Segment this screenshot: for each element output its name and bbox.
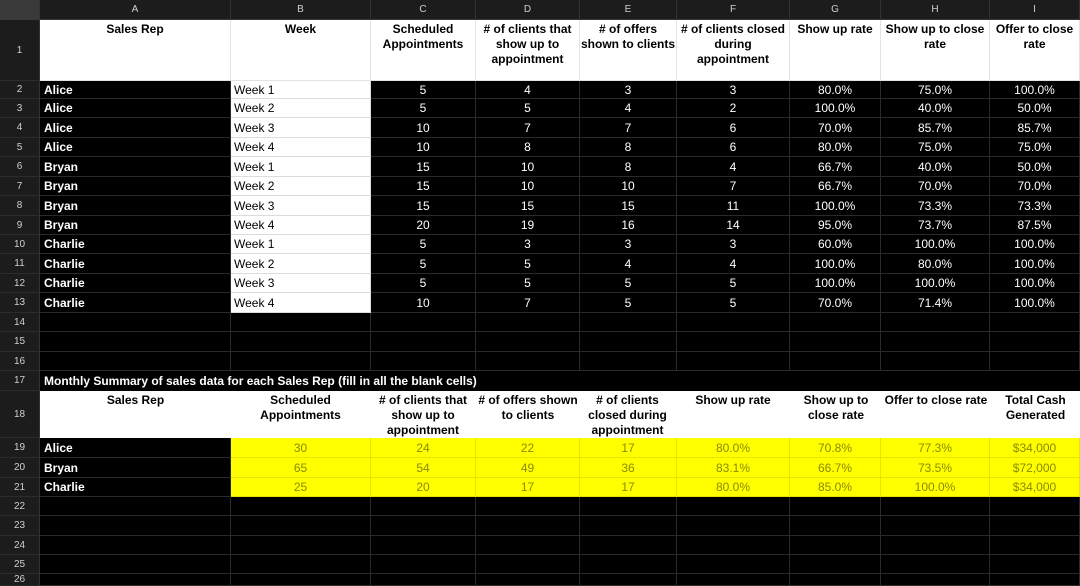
column-header-f[interactable]: F [677,0,790,20]
cell-sales-rep[interactable]: Charlie [40,293,231,313]
summary-offers[interactable]: 22 [476,438,580,458]
empty-cell[interactable] [371,555,476,574]
cell-show-up[interactable]: 4 [476,81,580,99]
summary-show-to-close[interactable]: 66.7% [790,458,881,478]
empty-cell[interactable] [881,536,990,555]
header-offer-to-close[interactable]: Offer to close rate [990,20,1080,81]
cell-scheduled[interactable]: 5 [371,81,476,99]
sheet-row-1 [0,20,1080,81]
cell-show-up-rate[interactable]: 80.0% [790,138,881,157]
cell-closed[interactable]: 6 [677,118,790,138]
summary-header-sales-rep[interactable]: Sales Rep [40,391,231,438]
empty-cell[interactable] [580,516,677,536]
cell-scheduled[interactable]: 10 [371,118,476,138]
empty-cell[interactable] [476,516,580,536]
summary-sales-rep[interactable]: Alice [40,438,231,458]
empty-cell[interactable] [790,497,881,516]
empty-cell[interactable] [40,352,231,371]
cell-offer-to-close[interactable]: 70.0% [990,177,1080,196]
row-header-3[interactable]: 3 [0,99,40,118]
column-header-e[interactable]: E [580,0,677,20]
column-header-d[interactable]: D [476,0,580,20]
empty-cell[interactable] [790,313,881,332]
cell-offer-to-close[interactable]: 87.5% [990,216,1080,235]
column-header-row [0,0,1080,20]
empty-cell[interactable] [990,574,1080,586]
summary-title[interactable]: Monthly Summary of sales data for each Sales Rep (fill in all the blank cells) [44,374,477,388]
cell-show-up-rate[interactable]: 100.0% [790,99,881,118]
row-header-2[interactable]: 2 [0,81,40,99]
empty-cell[interactable] [371,332,476,352]
sheet-row-18 [0,391,1080,438]
cell-sales-rep[interactable]: Charlie [40,254,231,274]
empty-cell[interactable] [790,516,881,536]
cell-show-up[interactable]: 15 [476,196,580,216]
summary-sales-rep[interactable]: Charlie [40,478,231,497]
sheet-row-16 [0,352,1080,371]
empty-cell[interactable] [476,574,580,586]
empty-cell[interactable] [677,332,790,352]
empty-cell[interactable] [580,574,677,586]
sheet-row-12 [0,274,1080,293]
empty-cell[interactable] [476,555,580,574]
cell-closed[interactable]: 4 [677,157,790,177]
sheet-row-11 [0,254,1080,274]
cell-closed[interactable]: 2 [677,99,790,118]
row-header-4[interactable]: 4 [0,118,40,138]
cell-offer-to-close[interactable]: 100.0% [990,81,1080,99]
cell-show-up-rate[interactable]: 60.0% [790,235,881,254]
empty-cell[interactable] [231,516,371,536]
summary-offer-to-close[interactable]: 77.3% [881,438,990,458]
cell-show-to-close[interactable]: 100.0% [881,235,990,254]
empty-cell[interactable] [790,555,881,574]
cell-offers[interactable]: 4 [580,254,677,274]
empty-cell[interactable] [677,497,790,516]
summary-scheduled[interactable]: 25 [231,478,371,497]
cell-sales-rep[interactable]: Bryan [40,157,231,177]
cell-closed[interactable]: 4 [677,254,790,274]
cell-offers[interactable]: 5 [580,274,677,293]
cell-show-to-close[interactable]: 85.7% [881,118,990,138]
summary-offer-to-close[interactable]: 73.5% [881,458,990,478]
empty-cell[interactable] [40,497,231,516]
empty-cell[interactable] [231,536,371,555]
header-show-to-close[interactable]: Show up to close rate [881,20,990,81]
empty-cell[interactable] [371,516,476,536]
cell-show-to-close[interactable]: 75.0% [881,81,990,99]
sheet-row-4 [0,118,1080,138]
empty-cell[interactable] [790,332,881,352]
summary-show-up[interactable]: 24 [371,438,476,458]
summary-offers[interactable]: 17 [476,478,580,497]
column-header-h[interactable]: H [881,0,990,20]
empty-cell[interactable] [231,352,371,371]
cell-show-up[interactable]: 5 [476,99,580,118]
cell-offer-to-close[interactable]: 100.0% [990,293,1080,313]
sheet-row-26 [0,574,1080,586]
summary-total-cash[interactable]: $72,000 [990,458,1080,478]
empty-cell[interactable] [990,536,1080,555]
cell-show-to-close[interactable]: 75.0% [881,138,990,157]
row-header-8[interactable]: 8 [0,196,40,216]
header-scheduled[interactable]: Scheduled Appointments [371,20,476,81]
summary-header-offer-to-close[interactable]: Offer to close rate [881,391,991,438]
summary-total-cash[interactable]: $34,000 [990,438,1080,458]
cell-closed[interactable]: 14 [677,216,790,235]
row-header-24[interactable]: 24 [0,536,40,555]
sheet-row-24 [0,536,1080,555]
cell-offers[interactable]: 16 [580,216,677,235]
cell-sales-rep[interactable]: Bryan [40,196,231,216]
cell-scheduled[interactable]: 5 [371,99,476,118]
cell-week[interactable]: Week 4 [231,138,371,157]
summary-closed[interactable]: 17 [580,478,677,497]
cell-closed[interactable]: 5 [677,274,790,293]
cell-week[interactable]: Week 1 [231,235,371,254]
cell-sales-rep[interactable]: Alice [40,138,231,157]
cell-offer-to-close[interactable]: 100.0% [990,254,1080,274]
cell-show-up[interactable]: 10 [476,177,580,196]
sheet-row-19 [0,438,1080,458]
cell-week[interactable]: Week 4 [231,216,371,235]
sheet-row-8 [0,196,1080,216]
cell-show-up[interactable]: 7 [476,118,580,138]
row-header-12[interactable]: 12 [0,274,40,293]
cell-closed[interactable]: 11 [677,196,790,216]
cell-week[interactable]: Week 3 [231,196,371,216]
cell-show-up[interactable]: 5 [476,274,580,293]
summary-header-closed[interactable]: # of clients closed during appointment [580,391,675,438]
sheet-row-25 [0,555,1080,574]
empty-cell[interactable] [990,313,1080,332]
empty-cell[interactable] [677,555,790,574]
empty-cell[interactable] [231,574,371,586]
empty-cell[interactable] [677,313,790,332]
cell-show-up[interactable]: 8 [476,138,580,157]
cell-week[interactable]: Week 2 [231,177,371,196]
empty-cell[interactable] [580,555,677,574]
empty-cell[interactable] [371,352,476,371]
cell-sales-rep[interactable]: Alice [40,99,231,118]
cell-show-up-rate[interactable]: 70.0% [790,118,881,138]
cell-closed[interactable]: 3 [677,235,790,254]
empty-cell[interactable] [580,352,677,371]
column-header-b[interactable]: B [231,0,371,20]
summary-show-up[interactable]: 20 [371,478,476,497]
empty-cell[interactable] [231,313,371,332]
cell-week[interactable]: Week 2 [231,254,371,274]
row-header-14[interactable]: 14 [0,313,40,332]
cell-show-up[interactable]: 7 [476,293,580,313]
empty-cell[interactable] [990,516,1080,536]
cell-show-up-rate[interactable]: 66.7% [790,157,881,177]
cell-scheduled[interactable]: 5 [371,254,476,274]
cell-show-up[interactable]: 10 [476,157,580,177]
sheet-row-2 [0,81,1080,99]
empty-cell[interactable] [677,352,790,371]
cell-sales-rep[interactable]: Charlie [40,235,231,254]
cell-sales-rep[interactable]: Bryan [40,177,231,196]
cell-offer-to-close[interactable]: 100.0% [990,274,1080,293]
empty-cell[interactable] [881,313,990,332]
summary-show-up-rate[interactable]: 80.0% [677,438,790,458]
cell-show-up-rate[interactable]: 95.0% [790,216,881,235]
empty-cell[interactable] [40,313,231,332]
summary-show-up[interactable]: 54 [371,458,476,478]
cell-offer-to-close[interactable]: 50.0% [990,99,1080,118]
empty-cell[interactable] [40,555,231,574]
cell-scheduled[interactable]: 15 [371,177,476,196]
cell-show-to-close[interactable]: 40.0% [881,157,990,177]
row-header-26[interactable]: 26 [0,574,40,586]
empty-cell[interactable] [371,574,476,586]
row-header-10[interactable]: 10 [0,235,40,254]
column-header-a[interactable]: A [40,0,231,20]
empty-cell[interactable] [580,313,677,332]
row-header-21[interactable]: 21 [0,478,40,497]
empty-cell[interactable] [677,516,790,536]
empty-cell[interactable] [881,497,990,516]
empty-cell[interactable] [677,536,790,555]
summary-header-show-to-close[interactable]: Show up to close rate [791,391,881,438]
cell-week[interactable]: Week 3 [231,274,371,293]
cell-sales-rep[interactable]: Alice [40,118,231,138]
row-header-11[interactable]: 11 [0,254,40,274]
empty-cell[interactable] [40,516,231,536]
summary-sales-rep[interactable]: Bryan [40,458,231,478]
cell-sales-rep[interactable]: Bryan [40,216,231,235]
cell-scheduled[interactable]: 10 [371,293,476,313]
empty-cell[interactable] [371,497,476,516]
empty-cell[interactable] [790,352,881,371]
cell-offers[interactable]: 7 [580,118,677,138]
empty-cell[interactable] [790,536,881,555]
summary-header-show-up[interactable]: # of clients that show up to appointment [370,391,476,438]
cell-offer-to-close[interactable]: 85.7% [990,118,1080,138]
cell-offer-to-close[interactable]: 50.0% [990,157,1080,177]
cell-offers[interactable]: 15 [580,196,677,216]
cell-show-to-close[interactable]: 70.0% [881,177,990,196]
header-closed[interactable]: # of clients closed during appointment [677,20,790,81]
sheet-row-17 [0,371,1080,391]
cell-show-to-close[interactable]: 40.0% [881,99,990,118]
cell-offer-to-close[interactable]: 75.0% [990,138,1080,157]
row-header-13[interactable]: 13 [0,293,40,313]
summary-show-to-close[interactable]: 85.0% [790,478,881,497]
cell-week[interactable]: Week 2 [231,99,371,118]
empty-cell[interactable] [231,497,371,516]
empty-cell[interactable] [231,555,371,574]
cell-show-up-rate[interactable]: 100.0% [790,274,881,293]
empty-cell[interactable] [231,332,371,352]
sheet-row-6 [0,157,1080,177]
summary-total-cash[interactable]: $34,000 [990,478,1080,497]
cell-closed[interactable]: 3 [677,81,790,99]
header-offers[interactable]: # of offers shown to clients [580,20,677,81]
row-header-25[interactable]: 25 [0,555,40,574]
row-header-5[interactable]: 5 [0,138,40,157]
summary-offers[interactable]: 49 [476,458,580,478]
header-show-up[interactable]: # of clients that show up to appointment [476,20,580,81]
cell-scheduled[interactable]: 5 [371,274,476,293]
cell-offers[interactable]: 3 [580,81,677,99]
empty-cell[interactable] [881,516,990,536]
summary-header-total-cash[interactable]: Total Cash Generated [991,391,1080,438]
empty-cell[interactable] [881,555,990,574]
empty-cell[interactable] [990,352,1080,371]
empty-cell[interactable] [476,352,580,371]
cell-scheduled[interactable]: 5 [371,235,476,254]
cell-show-to-close[interactable]: 100.0% [881,274,990,293]
sheet-row-9 [0,216,1080,235]
cell-show-up[interactable]: 19 [476,216,580,235]
cell-week[interactable]: Week 4 [231,293,371,313]
cell-offers[interactable]: 10 [580,177,677,196]
row-header-20[interactable]: 20 [0,458,40,478]
cell-week[interactable]: Week 3 [231,118,371,138]
summary-header-show-up-rate[interactable]: Show up rate [675,391,791,438]
cell-offer-to-close[interactable]: 100.0% [990,235,1080,254]
empty-cell[interactable] [40,332,231,352]
summary-scheduled[interactable]: 30 [231,438,371,458]
sheet-row-13 [0,293,1080,313]
empty-cell[interactable] [476,332,580,352]
column-header-c[interactable]: C [371,0,476,20]
row-header-16[interactable]: 16 [0,352,40,371]
row-header-15[interactable]: 15 [0,332,40,352]
cell-offers[interactable]: 4 [580,99,677,118]
cell-offers[interactable]: 3 [580,235,677,254]
cell-week[interactable]: Week 1 [231,81,371,99]
empty-cell[interactable] [881,332,990,352]
row-header-9[interactable]: 9 [0,216,40,235]
empty-cell[interactable] [476,497,580,516]
summary-header-scheduled[interactable]: Scheduled Appointments [231,391,370,438]
row-header-18[interactable]: 18 [0,391,40,438]
cell-show-to-close[interactable]: 73.3% [881,196,990,216]
cell-show-to-close[interactable]: 80.0% [881,254,990,274]
row-header-7[interactable]: 7 [0,177,40,196]
cell-show-up-rate[interactable]: 100.0% [790,196,881,216]
select-all-corner[interactable] [0,0,40,20]
cell-scheduled[interactable]: 15 [371,157,476,177]
column-header-i[interactable]: I [990,0,1080,20]
empty-cell[interactable] [790,574,881,586]
sheet-row-10 [0,235,1080,254]
cell-scheduled[interactable]: 20 [371,216,476,235]
cell-scheduled[interactable]: 15 [371,196,476,216]
cell-closed[interactable]: 6 [677,138,790,157]
cell-show-up-rate[interactable]: 100.0% [790,254,881,274]
cell-closed[interactable]: 5 [677,293,790,313]
cell-show-up-rate[interactable]: 66.7% [790,177,881,196]
header-show-up-rate[interactable]: Show up rate [790,20,881,81]
cell-offers[interactable]: 8 [580,138,677,157]
cell-sales-rep[interactable]: Alice [40,81,231,99]
column-header-g[interactable]: G [790,0,881,20]
empty-cell[interactable] [990,555,1080,574]
sheet-row-20 [0,458,1080,478]
empty-cell[interactable] [677,574,790,586]
empty-cell[interactable] [371,536,476,555]
empty-cell[interactable] [40,536,231,555]
empty-cell[interactable] [990,497,1080,516]
cell-offers[interactable]: 8 [580,157,677,177]
row-header-1[interactable]: 1 [0,20,40,81]
sheet-row-14 [0,313,1080,332]
summary-closed[interactable]: 17 [580,438,677,458]
row-header-6[interactable]: 6 [0,157,40,177]
sheet-row-22 [0,497,1080,516]
cell-offer-to-close[interactable]: 73.3% [990,196,1080,216]
empty-cell[interactable] [580,536,677,555]
empty-cell[interactable] [881,574,990,586]
cell-show-up-rate[interactable]: 70.0% [790,293,881,313]
empty-cell[interactable] [580,332,677,352]
empty-cell[interactable] [580,497,677,516]
empty-cell[interactable] [881,352,990,371]
empty-cell[interactable] [40,574,231,586]
summary-show-up-rate[interactable]: 80.0% [677,478,790,497]
cell-sales-rep[interactable]: Charlie [40,274,231,293]
empty-cell[interactable] [476,536,580,555]
row-header-17[interactable]: 17 [0,371,40,391]
row-header-22[interactable]: 22 [0,497,40,516]
empty-cell[interactable] [476,313,580,332]
summary-show-up-rate[interactable]: 83.1% [677,458,790,478]
summary-offer-to-close[interactable]: 100.0% [881,478,990,497]
cell-show-up[interactable]: 3 [476,235,580,254]
cell-show-up[interactable]: 5 [476,254,580,274]
sheet-row-21 [0,478,1080,497]
cell-week[interactable]: Week 1 [231,157,371,177]
row-header-19[interactable]: 19 [0,438,40,458]
sheet-row-23 [0,516,1080,536]
cell-closed[interactable]: 7 [677,177,790,196]
summary-scheduled[interactable]: 65 [231,458,371,478]
cell-show-to-close[interactable]: 73.7% [881,216,990,235]
header-week[interactable]: Week [231,20,371,81]
cell-offers[interactable]: 5 [580,293,677,313]
cell-show-up-rate[interactable]: 80.0% [790,81,881,99]
sheet-row-5 [0,138,1080,157]
header-sales-rep[interactable]: Sales Rep [40,20,231,81]
cell-scheduled[interactable]: 10 [371,138,476,157]
sheet-row-15 [0,332,1080,352]
summary-show-to-close[interactable]: 70.8% [790,438,881,458]
sheet-row-3 [0,99,1080,118]
row-header-23[interactable]: 23 [0,516,40,536]
empty-cell[interactable] [371,313,476,332]
empty-cell[interactable] [990,332,1080,352]
summary-closed[interactable]: 36 [580,458,677,478]
sheet-row-7 [0,177,1080,196]
cell-show-to-close[interactable]: 71.4% [881,293,990,313]
summary-header-offers[interactable]: # of offers shown to clients [476,391,580,438]
